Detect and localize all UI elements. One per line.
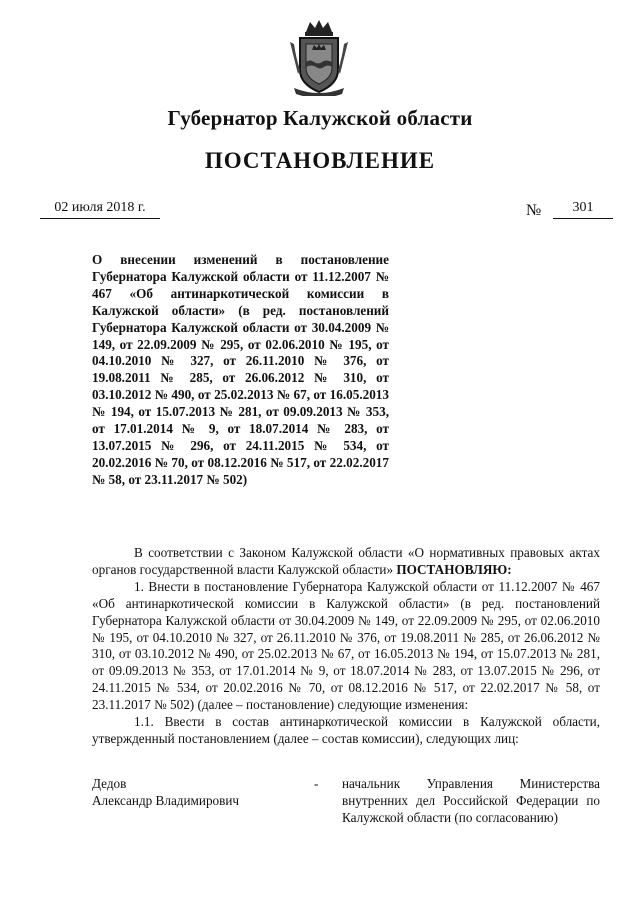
number-sign: № xyxy=(526,202,542,219)
document-number: 301 xyxy=(553,200,613,219)
document-type-title: ПОСТАНОВЛЕНИЕ xyxy=(204,148,436,173)
member-role: начальник Управления Министерства внутренних дел Российской Федерации по Калужской области (по согласованию) xyxy=(342,776,600,825)
issuer-title: Губернатор Калужской области xyxy=(167,106,473,130)
document-body xyxy=(92,545,600,748)
document-subject: О внесении изменений в постановление Губернатора Калужской области от 11.12.2007 № 467 «Об антинаркотической комиссии в Калужской области» (в ред. постановлений Губернатора Калужской области от 30.04.2009 № 149, от 22.09.2009 № 295, от 02.06.2010 № 195, от 04.10.2010 № 327, от 26.11.2010 № 376, от 19.08.2011 № 285, от 26.06.2012 № 310, от 03.10.2012 № 490, от 25.02.2013 № 67, от 16.05.2013 № 194, от 15.07.2013 № 281, от 09.09.2013 № 353, от 17.01.2014 № 9, от 18.07.2014 № 283, от 13.07.2015 № 296, от 24.11.2015 № 534, от 20.02.2016 № 70, от 08.12.2016 № 517, от 22.02.2017 № 58, от 23.11.2017 № 502) xyxy=(92,252,389,487)
member-dash: - xyxy=(314,776,319,791)
item-1-1-paragraph: 1.1. Ввести в состав антинаркотической комиссии в Калужской области, утвержденный постановлением (далее – состав комиссии), следующих лиц: xyxy=(92,714,600,746)
member-given-names: Александр Владимирович xyxy=(92,792,240,808)
kaluga-coat-of-arms-icon xyxy=(284,18,354,96)
document-date: 02 июля 2018 г. xyxy=(40,200,160,219)
resolve-word: ПОСТАНОВЛЯЮ: xyxy=(396,561,512,577)
preamble-paragraph xyxy=(92,545,600,579)
preamble-text: В соответствии с Законом Калужской области «О нормативных правовых актах органов государственной власти Калужской области» xyxy=(92,545,600,577)
member-surname: Дедов xyxy=(92,776,127,791)
member-name xyxy=(92,776,302,810)
item-1-paragraph: 1. Внести в постановление Губернатора Калужской области от 11.12.2007 № 467 «Об антинаркотической комиссии в Калужской области» (в ред. постановлений Губернатора Калужской области от 30.04.2009 № 149, от 22.09.2009 № 295, от 02.06.2010 № 195, от 04.10.2010 № 327, от 26.11.2010 № 376, от 19.08.2011 № 285, от 26.06.2012 № 310, от 03.10.2012 № 490, от 25.02.2013 № 67, от 16.05.2013 № 194, от 15.07.2013 № 281, от 09.09.2013 № 353, от 17.01.2014 № 9, от 18.07.2014 № 283, от 13.07.2015 № 296, от 24.11.2015 № 534, от 20.02.2016 № 70, от 08.12.2016 № 517, от 22.02.2017 № 58, от 23.11.2017 № 502) (далее – постановление) следующие изменения: xyxy=(92,578,600,713)
